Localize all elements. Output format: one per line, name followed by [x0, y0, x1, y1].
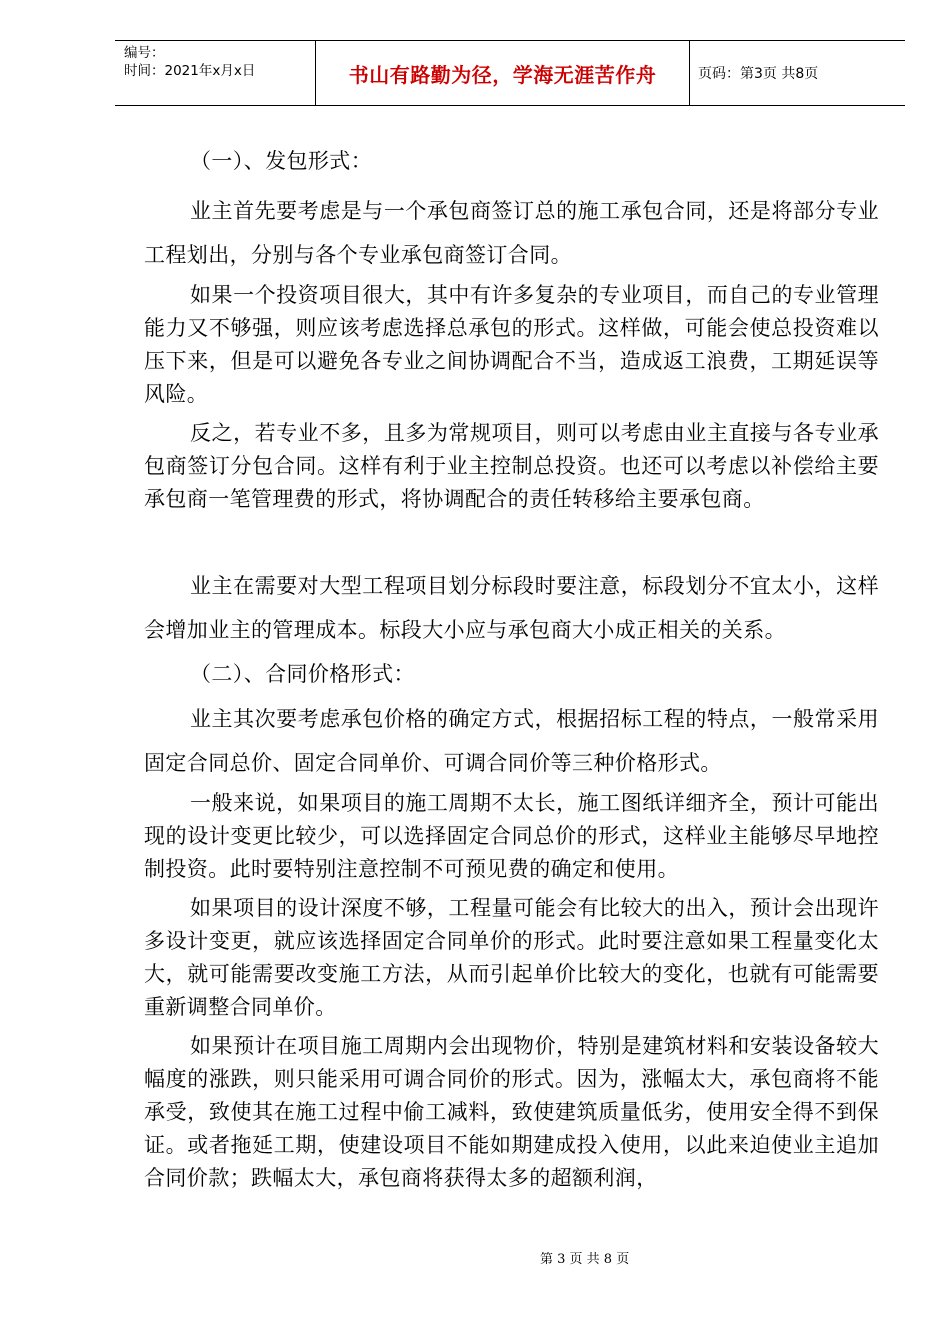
paragraph-1: 业主首先要考虑是与一个承包商签订总的施工承包合同，还是将部分专业工程划出，分别与各个专业承包商签订合同。	[144, 199, 879, 267]
page-footer: 第 3 页 共 8 页	[540, 1252, 630, 1267]
paragraph-8: 如果预计在项目施工周期内会出现物价，特别是建筑材料和安装设备较大幅度的涨跌，则只能采用可调合同价的形式。因为，涨幅太大，承包商将不能承受，致使其在施工过程中偷工减料，致使建筑质量低劣，使用安全得不到保证。或者拖延工期，使建设项目不能如期建成投入使用，以此来迫使业主追加合同价款；跌幅太大，承包商将获得太多的超额利润，	[144, 1034, 879, 1190]
header-motto-cell	[316, 41, 690, 105]
page-info: 页码：第3页 共8页	[698, 66, 819, 82]
paragraph-6: 一般来说，如果项目的施工周期不太长，施工图纸详细齐全，预计可能出现的设计变更比较少，可以选择固定合同总价的形式，这样业主能够尽早地控制投资。此时要特别注意控制不可预见费的确定和使用。	[144, 791, 879, 881]
motto-text: 书山有路勤为径，学海无涯苦作舟	[348, 62, 657, 87]
time-label: 时间：2021年x月x日	[124, 63, 256, 79]
section-heading-2: （二）、合同价格形式：	[190, 662, 415, 686]
paragraph-5: 业主其次要考虑承包价格的确定方式，根据招标工程的特点，一般常采用固定合同总价、固定合同单价、可调合同价等三种价格形式。	[144, 707, 879, 775]
section-heading-1: （一）、发包形式：	[190, 149, 373, 173]
paragraph-3: 反之，若专业不多，且多为常规项目，则可以考虑由业主直接与各专业承包商签订分包合同。这样有利于业主控制总投资。也还可以考虑以补偿给主要承包商一笔管理费的形式，将协调配合的责任转移给主要承包商。	[144, 421, 879, 511]
paragraph-2: 如果一个投资项目很大，其中有许多复杂的专业项目，而自己的专业管理能力又不够强，则应该考虑选择总承包的形式。这样做，可能会使总投资难以压下来，但是可以避免各专业之间协调配合不当，造成返工浪费，工期延误等风险。	[144, 283, 879, 406]
serial-number-label: 编号：	[124, 45, 165, 61]
paragraph-7: 如果项目的设计深度不够，工程量可能会有比较大的出入，预计会出现许多设计变更，就应该选择固定合同单价的形式。此时要注意如果工程量变化太大，就可能需要改变施工方法，从而引起单价比较大的变化，也就有可能需要重新调整合同单价。	[144, 896, 879, 1019]
paragraph-4: 业主在需要对大型工程项目划分标段时要注意，标段划分不宜太小，这样会增加业主的管理成本。标段大小应与承包商大小成正相关的关系。	[144, 574, 879, 642]
document-body	[144, 145, 879, 1195]
page-header	[115, 40, 905, 106]
header-meta-cell	[115, 41, 316, 105]
header-page-cell	[690, 41, 905, 105]
